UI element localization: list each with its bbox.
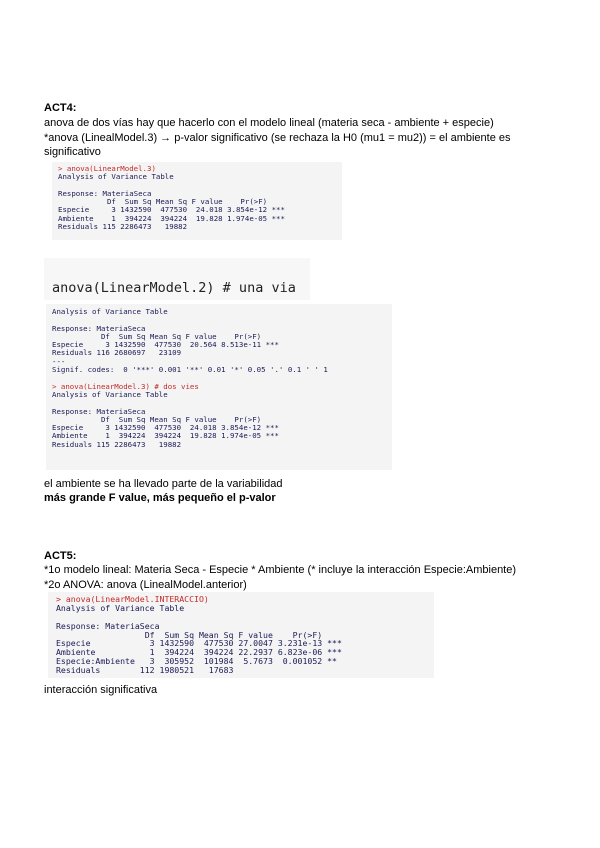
console-line: Ambiente 1 394224 394224 19.828 1.974e-05 *** bbox=[58, 213, 285, 223]
r-console-screenshot-anova-interaction bbox=[48, 592, 434, 678]
console-line: --- bbox=[52, 356, 66, 366]
r-console-screenshot-anova-model3 bbox=[52, 162, 342, 240]
act4-note-fvalue: más grande F value, más pequeño el p-valor bbox=[44, 492, 276, 504]
console-line: Signif. codes: 0 '***' 0.001 '**' 0.01 '*' 0.05 '.' 0.1 ' ' 1 bbox=[52, 365, 328, 375]
console-line: Analysis of Variance Table bbox=[52, 307, 168, 316]
console-line: Residuals 115 2286473 19882 bbox=[52, 439, 182, 449]
console-line: > anova(LinearModel.3) # dos vies bbox=[52, 381, 199, 391]
console-line: Analysis of Variance Table bbox=[56, 602, 185, 613]
console-line: Df Sum Sq Mean Sq F value Pr(>F) bbox=[52, 414, 262, 424]
console-line: Df Sum Sq Mean Sq F value Pr(>F) bbox=[52, 331, 262, 341]
act4-note-variability: el ambiente se ha llevado parte de la variabilidad bbox=[44, 478, 283, 490]
console-line: Especie:Ambiente 3 305952 101984 5.7673 0.001052 ** bbox=[56, 656, 337, 667]
act4-heading: ACT4: bbox=[44, 102, 77, 114]
act5-heading: ACT5: bbox=[44, 550, 77, 562]
act5-line2: *2o ANOVA: anova (LinealModel.anterior) bbox=[44, 579, 247, 591]
r-code-screenshot bbox=[44, 258, 310, 300]
console-line: Response: MateriaSeca bbox=[52, 406, 146, 416]
act4-line1: anova de dos vías hay que hacerlo con el modelo lineal (materia seca - ambiente + especie) bbox=[44, 117, 494, 129]
console-line: Residuals 116 2680697 23109 bbox=[52, 348, 182, 358]
console-line: Ambiente 1 394224 394224 19.828 1.974e-05 *** bbox=[52, 431, 279, 441]
console-line: Df Sum Sq Mean Sq F value Pr(>F) bbox=[58, 197, 268, 207]
console-line: Analysis of Variance Table bbox=[58, 172, 174, 182]
console-line: Df Sum Sq Mean Sq F value Pr(>F) bbox=[56, 629, 323, 640]
console-line: Response: MateriaSeca bbox=[56, 620, 160, 631]
console-line: Especie 3 1432590 477530 24.018 3.854e-12 *** bbox=[52, 423, 279, 433]
console-line: Analysis of Variance Table bbox=[52, 389, 168, 399]
console-line: Especie 3 1432590 477530 20.564 8.513e-11 *** bbox=[52, 340, 279, 350]
console-line: Especie 3 1432590 477530 27.0047 3.231e-13 *** bbox=[56, 638, 342, 649]
r-console-screenshot-anova-comparison bbox=[46, 304, 392, 470]
code-line-one-way: anova(LinearModel.2) # una via bbox=[52, 279, 296, 296]
console-line: Ambiente 1 394224 394224 22.2937 6.823e-06 *** bbox=[56, 647, 342, 658]
console-line: Especie 3 1432590 477530 24.018 3.854e-12 *** bbox=[58, 205, 285, 215]
act5-note-interaction: interacción significativa bbox=[44, 684, 158, 696]
console-line: > anova(LinearModel.INTERACCIO) bbox=[56, 594, 209, 604]
console-line: Response: MateriaSeca bbox=[52, 323, 146, 333]
act4-line2: *anova (LinealModel.3) → p-valor significativo (se rechaza la H0 (mu1 = mu2)) = el ambiente es bbox=[44, 132, 511, 144]
console-line: Response: MateriaSeca bbox=[58, 188, 152, 198]
console-line: Residuals 115 2286473 19882 bbox=[58, 222, 188, 232]
act4-line3: significativo bbox=[44, 146, 101, 158]
console-line: Residuals 112 1980521 17683 bbox=[56, 665, 234, 676]
act5-line1: *1o modelo lineal: Materia Seca - Especie * Ambiente (* incluye la interacción Especie:Ambiente) bbox=[44, 564, 517, 576]
console-line: > anova(LinearModel.3) bbox=[58, 164, 156, 173]
